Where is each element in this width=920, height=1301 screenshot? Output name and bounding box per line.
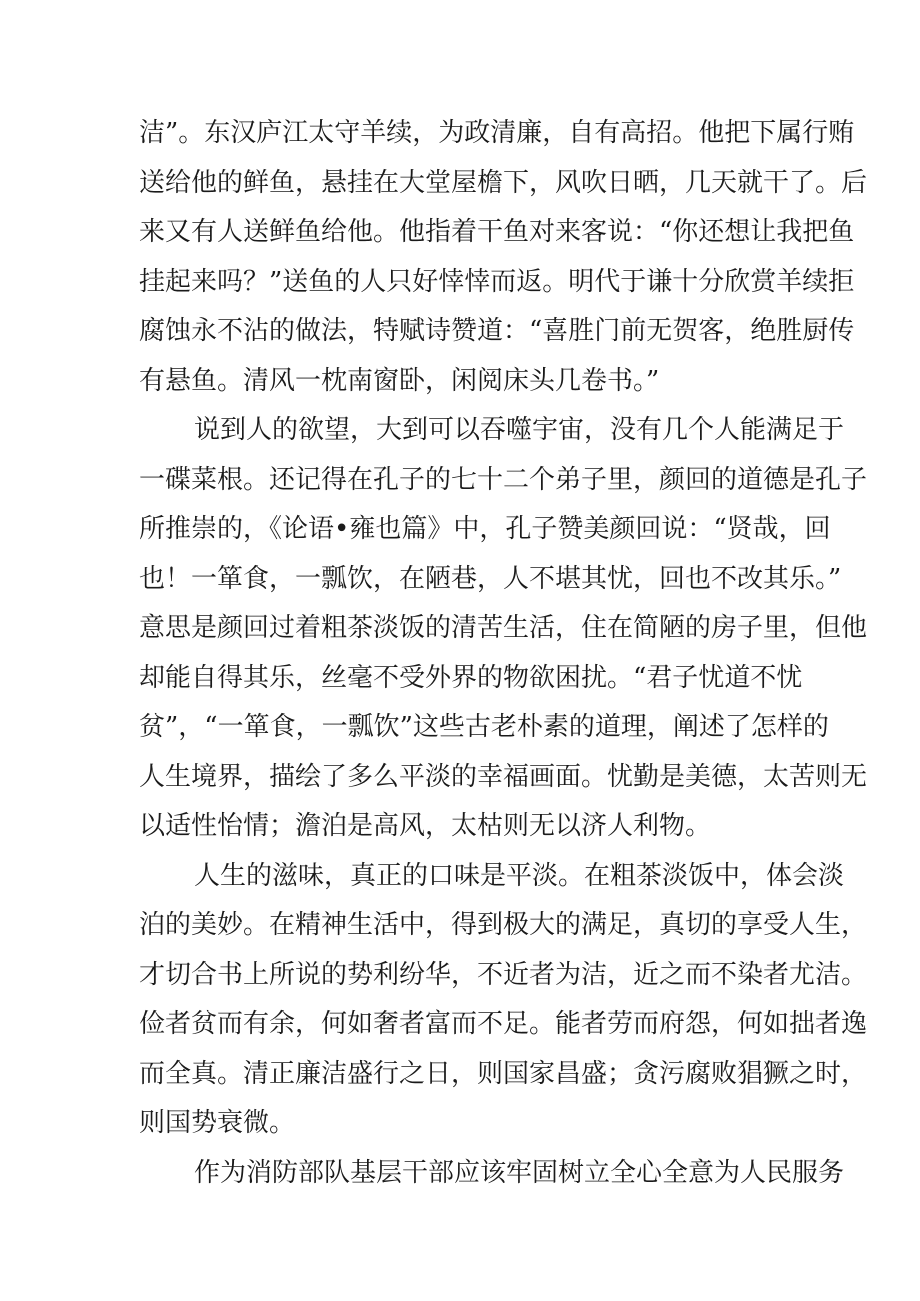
text-line: 俭者贫而有余，何如奢者富而不足。能者劳而府怨，何如拙者逸 — [139, 1009, 868, 1039]
text-line: 作为消防部队基层干部应该牢固树立全心全意为人民服务 — [194, 1158, 845, 1188]
text-line: 也！一箪食，一瓢饮，在陋巷，人不堪其忧，回也不改其乐。” — [139, 564, 842, 594]
text-line: 来又有人送鲜鱼给他。他指着干鱼对来客说：“你还想让我把鱼 — [139, 217, 855, 247]
text-line: 泊的美妙。在精神生活中，得到极大的满足，真切的享受人生， — [139, 910, 868, 940]
text-line: 才切合书上所说的势利纷华，不近者为洁，近之而不染者尤洁。 — [139, 960, 868, 990]
text-line: 人生的滋味，真正的口味是平淡。在粗茶淡饭中，体会淡 — [194, 861, 845, 891]
text-line: 意思是颜回过着粗茶淡饭的清苦生活，住在简陋的房子里，但他 — [139, 613, 868, 643]
text-line: 却能自得其乐，丝毫不受外界的物欲困扰。“君子忧道不忧 — [139, 663, 803, 693]
text-line: 人生境界，描绘了多么平淡的幸福画面。忧勤是美德，太苦则无 — [139, 762, 868, 792]
text-line: 洁”。东汉庐江太守羊续，为政清廉，自有高招。他把下属行贿 — [139, 118, 855, 148]
text-line: 挂起来吗？”送鱼的人只好悻悻而返。明代于谦十分欣赏羊续拒 — [139, 267, 855, 297]
text-line: 而全真。清正廉洁盛行之日，则国家昌盛；贪污腐败猖獗之时， — [139, 1059, 868, 1089]
text-line: 说到人的欲望，大到可以吞噬宇宙，没有几个人能满足于 — [194, 415, 845, 445]
text-line: 一碟菜根。还记得在孔子的七十二个弟子里，颜回的道德是孔子 — [139, 465, 868, 495]
text-line: 送给他的鲜鱼，悬挂在大堂屋檐下，风吹日晒，几天就干了。后 — [139, 168, 868, 198]
text-line: 则国势衰微。 — [139, 1108, 296, 1138]
text-line: 以适性怡情；澹泊是高风，太枯则无以济人利物。 — [139, 811, 712, 841]
text-line: 有悬鱼。清风一枕南窗卧，闲阅床头几卷书。” — [139, 366, 660, 396]
text-line: 所推崇的，《论语•雍也篇》中，孔子赞美颜回说：“贤哉，回 — [139, 514, 831, 544]
text-line: 腐蚀永不沾的做法，特赋诗赞道：“喜胜门前无贺客，绝胜厨传 — [139, 316, 855, 346]
text-line: 贫”，“一箪食，一瓢饮”这些古老朴素的道理，阐述了怎样的 — [139, 712, 829, 742]
